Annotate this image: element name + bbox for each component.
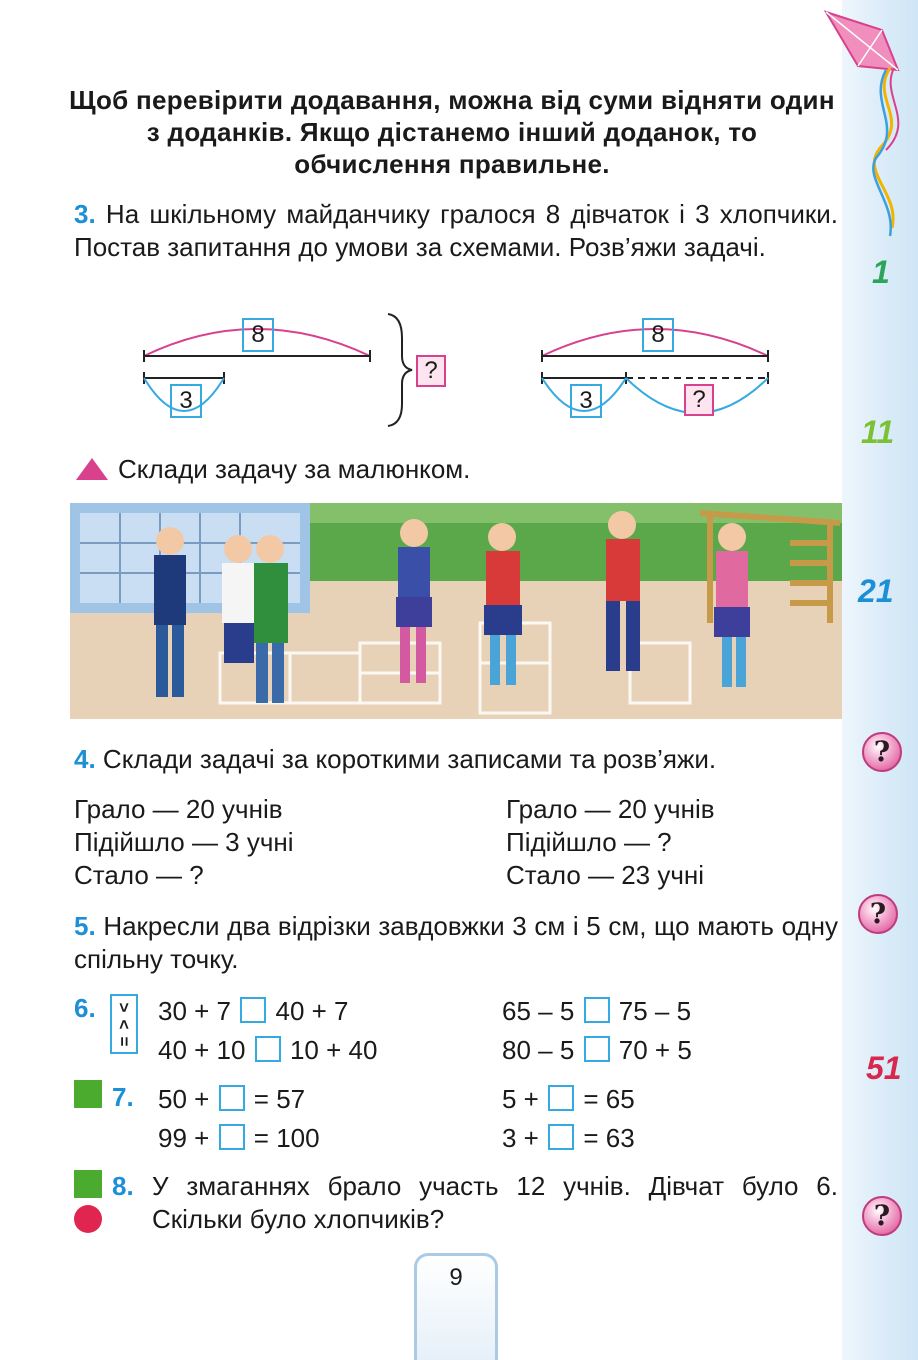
- task-text: Накресли два відрізки завдовжки 3 см і 5 см, що мають одну спільну точку.: [74, 911, 838, 974]
- expr: 40 + 7: [275, 996, 349, 1026]
- margin-number-51: 51: [866, 1050, 902, 1086]
- expr: 99 +: [158, 1123, 210, 1153]
- note-line: Грало — 20 учнів: [74, 794, 283, 824]
- page-number: 9: [449, 1264, 463, 1291]
- playground-illustration: [70, 503, 842, 719]
- expr: 30 + 7: [158, 996, 232, 1026]
- question-badge-icon: ?: [862, 1196, 902, 1236]
- page-number-tab: [414, 1253, 498, 1360]
- expr: 3 +: [502, 1123, 539, 1153]
- task6-left: [158, 992, 377, 1070]
- answer-blank[interactable]: [219, 1124, 245, 1150]
- task-8-text: У змаганнях брало участь 12 учнів. Дівчат було 6. Скільки було хлопчиків?: [152, 1171, 838, 1234]
- task7-left: [158, 1080, 320, 1158]
- compare-blank[interactable]: [584, 1036, 610, 1062]
- task-text: На шкільному майданчику гралося 8 дівчаток і 3 хлопчики. Постав запитання до умови за схемами. Розв’яжи задачі.: [74, 199, 839, 262]
- compare-blank[interactable]: [240, 997, 266, 1023]
- task4-right-notes: [506, 793, 715, 892]
- scheme2-part-known: 3: [570, 384, 602, 418]
- task-number: 4.: [74, 744, 96, 774]
- answer-blank[interactable]: [548, 1085, 574, 1111]
- expr: 40 + 10: [158, 1035, 246, 1065]
- margin-number-21: 21: [858, 573, 894, 609]
- task6-right: [502, 992, 692, 1070]
- expr: 80 – 5: [502, 1035, 575, 1065]
- compare-blank[interactable]: [255, 1036, 281, 1062]
- sign-equal: =: [114, 1036, 134, 1046]
- compare-blank[interactable]: [584, 997, 610, 1023]
- expr: 10 + 40: [289, 1035, 378, 1065]
- brace-question: ?: [416, 355, 446, 387]
- rule-text: Щоб перевірити додавання, можна від суми відняти один з доданків. Якщо дістанемо інший доданок, то обчислення правильне.: [69, 85, 835, 179]
- scheme2-part-unknown: ?: [684, 384, 714, 416]
- note-line: Грало — 20 учнів: [506, 794, 715, 824]
- answer-blank[interactable]: [548, 1124, 574, 1150]
- sign-less: <: [114, 1019, 134, 1029]
- scheme2-total: 8: [642, 318, 674, 352]
- task-3: [74, 198, 838, 264]
- sign-greater: >: [114, 1002, 134, 1012]
- green-square-marker: [74, 1080, 102, 1108]
- task-4: [74, 743, 838, 776]
- triangle-task-text: Склади задачу за малюнком.: [118, 454, 471, 484]
- scheme1-total: 8: [242, 318, 274, 352]
- question-badge-icon: ?: [862, 732, 902, 772]
- expr: 75 – 5: [618, 996, 692, 1026]
- task-5: [74, 910, 838, 976]
- expr: 5 +: [502, 1084, 539, 1114]
- expr: = 100: [253, 1123, 320, 1153]
- expr: 65 – 5: [502, 996, 575, 1026]
- green-square-marker: [74, 1170, 102, 1198]
- note-line: Підійшло — ?: [506, 827, 672, 857]
- scheme1-part: 3: [170, 384, 202, 418]
- task-8-number: 8.: [112, 1171, 134, 1201]
- task-7-number: 7.: [112, 1082, 134, 1112]
- task-6-number: 6.: [74, 993, 96, 1023]
- expr: 50 +: [158, 1084, 210, 1114]
- margin-number-1: 1: [872, 254, 890, 290]
- note-line: Підійшло — 3 учні: [74, 827, 294, 857]
- expr: = 57: [253, 1084, 306, 1114]
- note-line: Стало — ?: [74, 860, 204, 890]
- task4-left-notes: [74, 793, 294, 892]
- task-number: 3.: [74, 199, 96, 229]
- signs-box: [110, 994, 138, 1054]
- question-badge-icon: ?: [858, 894, 898, 934]
- note-line: Стало — 23 учні: [506, 860, 705, 890]
- expr: = 65: [583, 1084, 635, 1114]
- triangle-icon: [74, 456, 110, 482]
- answer-blank[interactable]: [219, 1085, 245, 1111]
- task7-right: [502, 1080, 635, 1158]
- red-dot-marker: [74, 1205, 102, 1233]
- task-number: 5.: [74, 911, 96, 941]
- margin-number-11: 11: [861, 414, 895, 450]
- expr: 70 + 5: [618, 1035, 692, 1065]
- expr: = 63: [583, 1123, 635, 1153]
- task-text: Склади задачі за короткими записами та розв’яжи.: [102, 744, 717, 774]
